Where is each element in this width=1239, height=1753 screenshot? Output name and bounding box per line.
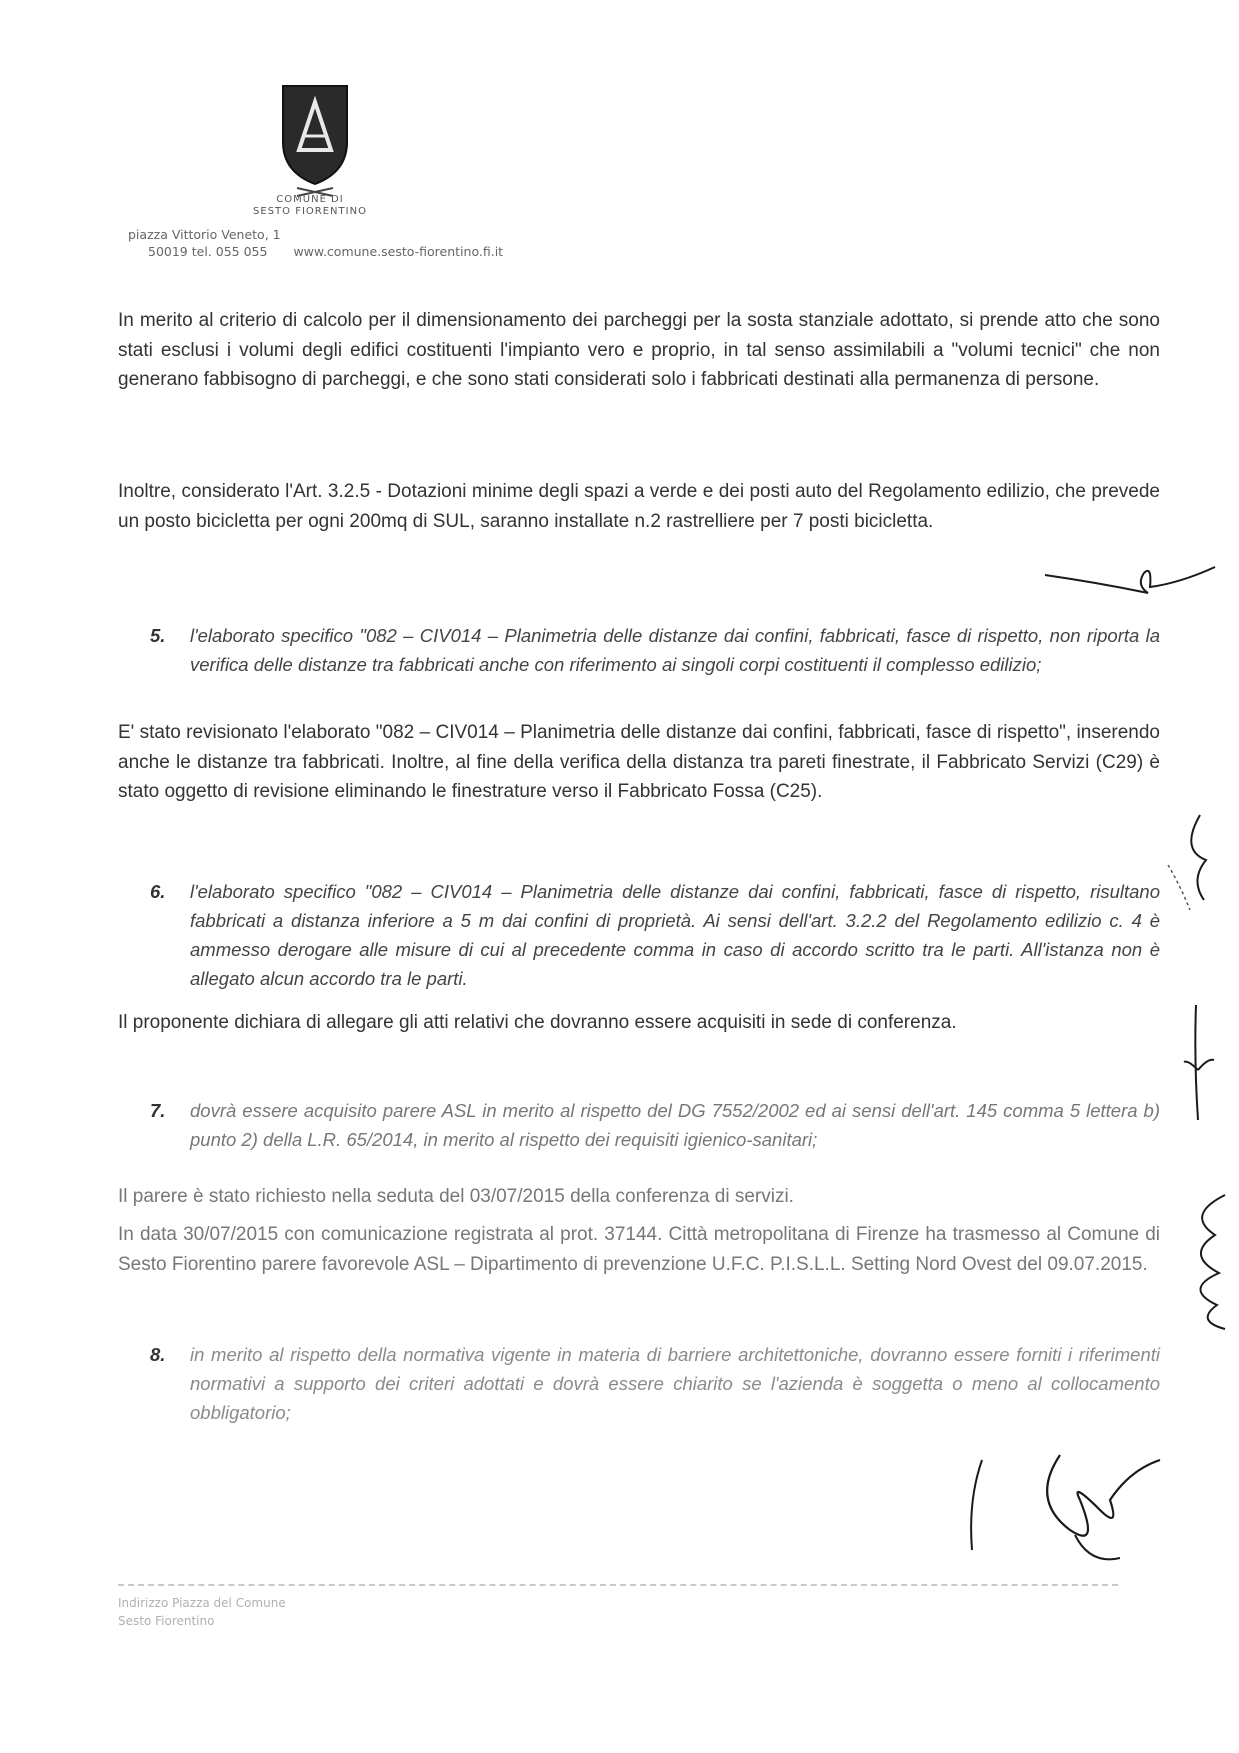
list-item-text: l'elaborato specifico "082 – CIV014 – Planimetria delle distanze dai confini, fabbricati, fasce di rispetto, risultano fabbricati a distanza inferiore a 5 m dai confini di proprietà. Ai sensi dell'art. 3.2.2 del Regolamento edilizio c. 4 è ammesso derogare alle misure di cui al precedente comma in caso di accordo scritto tra le parti. All'istanza non è allegato alcun accordo tra le parti. — [190, 881, 1160, 989]
list-item-text: dovrà essere acquisito parere ASL in merito al rispetto del DG 7552/2002 ed ai sensi dell'art. 145 comma 5 lettera b) punto 2) della L.R. 65/2014, in merito al rispetto dei requisiti igienico-sanitari; — [190, 1100, 1160, 1150]
comune-label — [240, 194, 380, 218]
list-item-number: 6. — [150, 881, 166, 902]
paragraph-proponent-declaration: Il proponente dichiara di allegare gli atti relativi che dovranno essere acquisiti in sede di conferenza. — [118, 1012, 957, 1033]
paragraph-revision-c29: E' stato revisionato l'elaborato "082 – CIV014 – Planimetria delle distanze dai confini, fabbricati, fasce di rispetto", inserendo anche le distanze tra fabbricati. Inoltre, al fine della verifica della distanza tra pareti finestrate, il Fabbricato Servizi (C29) è stato oggetto di revisione eliminando le finestrature verso il Fabbricato Fossa (C25). — [118, 722, 1160, 802]
paragraph-asl-request: Il parere è stato richiesto nella seduta del 03/07/2015 della conferenza di servizi. — [118, 1186, 794, 1207]
list-item-number: 7. — [150, 1100, 166, 1121]
list-item — [150, 621, 1160, 679]
address-block — [128, 226, 503, 260]
list-item-number: 8. — [150, 1344, 166, 1365]
address-line2-row — [148, 243, 503, 260]
list-item-number: 5. — [150, 625, 166, 646]
footer-block — [118, 1594, 286, 1630]
paragraph-asl-favorable-opinion: In data 30/07/2015 con comunicazione registrata al prot. 37144. Città metropolitana di Firenze ha trasmesso al Comune di Sesto Fiorentino parere favorevole ASL – Dipartimento di prevenzione U.F.C. P.I.S.L.L. Setting Nord Ovest del 09.07.2015. — [118, 1224, 1160, 1275]
footer-line1: Indirizzo Piazza del Comune — [118, 1596, 286, 1610]
handwritten-signature — [960, 1440, 1180, 1580]
footer-divider — [118, 1584, 1118, 1586]
address-line1: piazza Vittorio Veneto, 1 — [128, 227, 281, 242]
comune-label-line1: COMUNE DI — [276, 194, 344, 205]
paragraph-bicycle-parking: Inoltre, considerato l'Art. 3.2.5 - Dotazioni minime degli spazi a verde e dei posti auto del Regolamento edilizio, che prevede un posto bicicletta per ogni 200mq di SUL, saranno installate n.2 rastrelliere per 7 posti bicicletta. — [118, 481, 1160, 532]
handwritten-initial-mark — [1160, 810, 1230, 920]
list-item — [150, 1340, 1160, 1427]
municipal-crest-logo — [275, 80, 355, 200]
list-item-text: l'elaborato specifico "082 – CIV014 – Planimetria delle distanze dai confini, fabbricati, fasce di rispetto, non riporta la verifica delle distanze tra fabbricati anche con riferimento ai singoli corpi costituenti il complesso edilizio; — [190, 625, 1160, 675]
handwritten-initial-mark — [1040, 555, 1220, 615]
address-line2: 50019 tel. 055 055 — [148, 244, 268, 259]
list-item — [150, 877, 1160, 993]
comune-label-line2: SESTO FIORENTINO — [253, 206, 367, 217]
handwritten-signature — [1175, 1185, 1235, 1335]
list-item — [150, 1096, 1160, 1154]
list-item-text: in merito al rispetto della normativa vigente in materia di barriere architettoniche, dovranno essere forniti i riferimenti normativi a supporto dei criteri adottati e dovrà essere chiarito se l'azienda è soggetta o meno al collocamento obbligatorio; — [190, 1344, 1160, 1423]
handwritten-initial-mark — [1178, 1000, 1218, 1130]
paragraph-parking-criteria: In merito al criterio di calcolo per il dimensionamento dei parcheggi per la sosta stanziale adottato, si prende atto che sono stati esclusi i volumi degli edifici costituenti l'impianto vero e proprio, in tal senso assimilabili a "volumi tecnici" che non generano fabbisogno di parcheggi, e che sono stati considerati solo i fabbricati destinati alla permanenza di persone. — [118, 310, 1160, 390]
website-link[interactable]: www.comune.sesto-fiorentino.fi.it — [293, 244, 504, 259]
footer-line2: Sesto Fiorentino — [118, 1614, 215, 1628]
